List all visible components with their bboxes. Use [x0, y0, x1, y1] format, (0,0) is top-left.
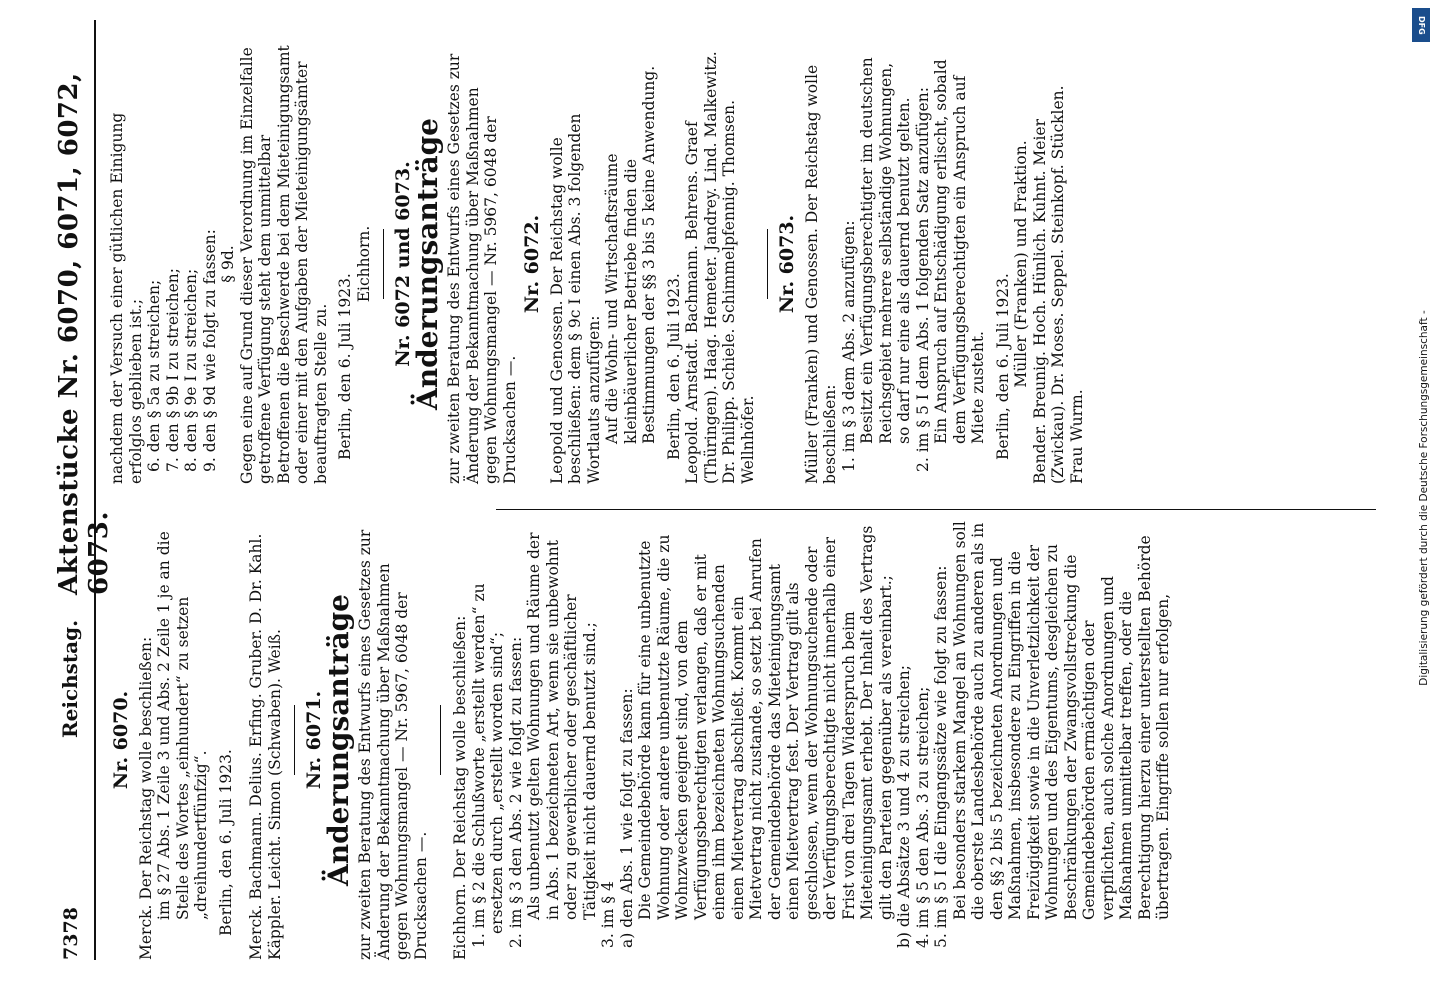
- column-divider: [496, 509, 1376, 510]
- heading-6073: Nr. 6073.: [776, 214, 798, 314]
- item-6071-9: 9. den § 9d wie folgt zu fassen:: [200, 229, 219, 472]
- header-rule: [94, 20, 96, 960]
- dfg-label: Digitalisierung gefördert durch die Deutsche Forschungsgemeinschaft -: [1418, 310, 1430, 686]
- heading-6071: Nr. 6071.: [303, 690, 325, 790]
- separator-rule: [294, 705, 295, 775]
- item-6071-3a-text: Die Gemeindebehörde kann für eine unbenutzte Wohnung oder andere unbenutzte Räume, die zu Wohnzwecken geeignet sind, von dem Verfügungsberechtigten verlangen, daß er mit einem ihm bezeichneten Wohnungsuchenden einen Mietvertrag abschließt. Kommt ein Mietvertrag nicht zustande, so setzt bei Anrufen der Gemeindebehörde das Mieteinigungsamt einen Mietvertrag fest. Der Vertrag gilt als geschlossen, wenn der Wohnungsuchende oder der Verfügungsberechtigte nicht innerhalb einer Frist von drei Tagen Widerspruch beim Mieteinigungsamt erhebt. Der Inhalt des Vertrags gilt den Parteien gegenüber als vereinbart.;: [636, 525, 895, 920]
- item-6073-1-text: Besitzt ein Verfügungsberechtigter im deutschen Reichsgebiet mehrere selbständige Wohnungen, so darf nur eine als dauernd benutzt gelten.: [858, 57, 913, 444]
- item-6071-2: 2. im § 3 den Abs. 2 wie folgt zu fassen:: [506, 636, 525, 948]
- subtitle-6071: zur zweiten Beratung des Entwurfs eines Gesetzes zur Änderung der Bekanntmachung über Maßnahmen gegen Wohnungsmangel — Nr. 5967, 6048 der Drucksachen —.: [356, 529, 430, 960]
- item-6073-2: 2. im § 5 I dem Abs. 1 folgenden Satz anzufügen:: [913, 87, 932, 472]
- page-number: 7378: [60, 907, 82, 960]
- right-column: [108, 44, 1086, 484]
- paragraph-text: Gegen eine auf Grund dieser Verordnung im Einzelfalle getroffene Verfügung steht dem unmittelbar Betroffenen die Beschwerde bei dem Mieteinigungsamt oder einer mit den Aufgaben der Mieteinigungsämter beauftragten Stelle zu.: [237, 45, 330, 484]
- text-6072: Auf die Wohn- und Wirtschaftsräume kleinbäuerlicher Betriebe finden die Bestimmungen der §§ 3 bis 5 keine Anwendung.: [603, 65, 658, 444]
- separator-rule: [440, 705, 441, 775]
- item-6071-3a: a) den Abs. 1 wie folgt zu fassen:: [617, 688, 636, 948]
- title-6071: Änderungsanträge: [321, 594, 355, 887]
- intro-6071: Eichhorn. Der Reichstag wolle beschließen:: [451, 615, 469, 960]
- item-6071-7: 7. den § 9b I zu streichen;: [163, 268, 182, 472]
- date-6070: Berlin, den 6. Juli 1923.: [216, 749, 235, 936]
- heading-6072: Nr. 6072.: [521, 214, 543, 314]
- date-6073: Berlin, den 6. Juli 1923.: [993, 273, 1012, 460]
- left-column: [108, 520, 1173, 960]
- separator-rule: [383, 229, 384, 299]
- heading-6070: Nr. 6070.: [110, 690, 132, 790]
- signatures-6073: Bender. Breunig. Hoch. Hünlich. Kuhnt. Meier (Zwickau). Dr. Moses. Seppel. Steinkopf. Stücklen. Frau Wurm.: [1030, 85, 1086, 484]
- item-6073-2-text: Ein Anspruch auf Entschädigung erlischt, sobald dem Verfügungsberechtigten ein Anspruch auf Miete zusteht.: [932, 59, 987, 444]
- page-title: Aktenstücke Nr. 6070, 6071, 6072, 6073.: [54, 72, 114, 595]
- page-header: [52, 20, 114, 960]
- intro-6073: Müller (Franken) und Genossen. Der Reichstag wolle beschließen:: [802, 64, 839, 484]
- text-6070: im § 27 Abs. 1 Zeile 3 und Abs. 2 Zeile 1 je an die Stelle des Wortes „einhundert“ zu setzen „dreihundertfünfzig“.: [155, 531, 210, 920]
- item-6071-3b: b) die Absätze 3 und 4 zu streichen;: [895, 665, 913, 948]
- signatures-6070: Merck. Bachmann. Delius. Erfing. Gruber. D. Dr. Kahl. Käppler. Leicht. Simon (Schwaben). Weiß.: [247, 533, 284, 960]
- item-6071-2-text: Als unbenutzt gelten Wohnungen und Räume der in Abs. 1 bezeichneten Art, wenn sie unbewohnt oder zu gewerblicher oder geschäftlicher Tätigkeit nicht dauernd benutzt sind.;: [525, 532, 599, 920]
- signatures-lead-6073: Müller (Franken) und Fraktion.: [1012, 140, 1030, 388]
- date-6071: Berlin, den 6. Juli 1923.: [336, 273, 354, 460]
- item-6071-5-text: Bei besonders starkem Mangel an Wohnungen soll die oberste Landesbehörde auch zu anderen als in den §§ 2 bis 5 bezeichneten Anordnungen und Maßnahmen, insbesondere zu Eingriffen in die Freizügigkeit sowie in die Unverletzlichkeit der Wohnungen und des Eigentums, desgleichen zu Beschränkungen der Zwangsvollstreckung die Gemeindebehörden ermächtigen oder verpflichten, auch solche Anordnungen und Maßnahmen unmittelbar treffen, oder die Berechtigung hierzu einer unterstellten Behörde übertragen. Eingriffe sollen nur erfolgen,: [950, 521, 1172, 920]
- item-6073-1: 1. im § 3 dem Abs. 2 anzufügen:: [839, 220, 858, 472]
- continuation-text: nachdem der Versuch einer gütlichen Einigung erfolglos geblieben ist.;: [108, 112, 145, 484]
- intro-6070: Merck. Der Reichstag wolle beschließen:: [136, 636, 155, 960]
- item-6071-3: 3. im § 4: [599, 881, 617, 948]
- item-6071-5: 5. im § 5 I die Eingangssätze wie folgt zu fassen:: [932, 565, 950, 948]
- item-6071-8: 8. den § 9e I zu streichen;: [182, 268, 200, 472]
- separator-rule: [767, 229, 768, 299]
- date-6072: Berlin, den 6. Juli 1923.: [664, 273, 683, 460]
- intro-6072: Leopold und Genossen. Der Reichstag wolle beschließen: dem § 9c I einen Abs. 3 folgenden Wortlauts anzufügen:: [547, 113, 603, 484]
- paragraph-heading: § 9d.: [219, 245, 237, 283]
- dfg-sidebar: [1408, 0, 1434, 1000]
- item-6071-4: 4. im § 5 den Abs. 3 zu streichen;: [913, 686, 932, 948]
- dfg-logo: DFG: [1412, 8, 1430, 42]
- section-label: Reichstag.: [58, 619, 82, 738]
- signatures-6072: Leopold. Arnstadt. Bachmann. Behrens. Graef (Thüringen). Haag. Hemeter. Jandrey. Lind. Malkewitz. Dr. Philipp. Schiele. Schimmelpfennig. Thomsen. Wellnhöfer.: [683, 51, 757, 484]
- title-6072-6073: Änderungsanträge: [410, 118, 444, 411]
- item-6071-6: 6. den § 5a zu streichen;: [145, 279, 163, 472]
- item-6071-1: 1. im § 2 die Schlußworte „erstellt werden“ zu ersetzen durch „erstellt worden sind“;: [469, 583, 506, 948]
- signature-6071: Eichhorn.: [354, 225, 373, 303]
- subtitle-6072-6073: zur zweiten Beratung des Entwurfs eines Gesetzes zur Änderung der Bekanntmachung über Maßnahmen gegen Wohnungsmangel — Nr. 5967, 6048 der Drucksachen —.: [445, 53, 519, 484]
- heading-6072-6073: Nr. 6072 und 6073.: [392, 161, 414, 367]
